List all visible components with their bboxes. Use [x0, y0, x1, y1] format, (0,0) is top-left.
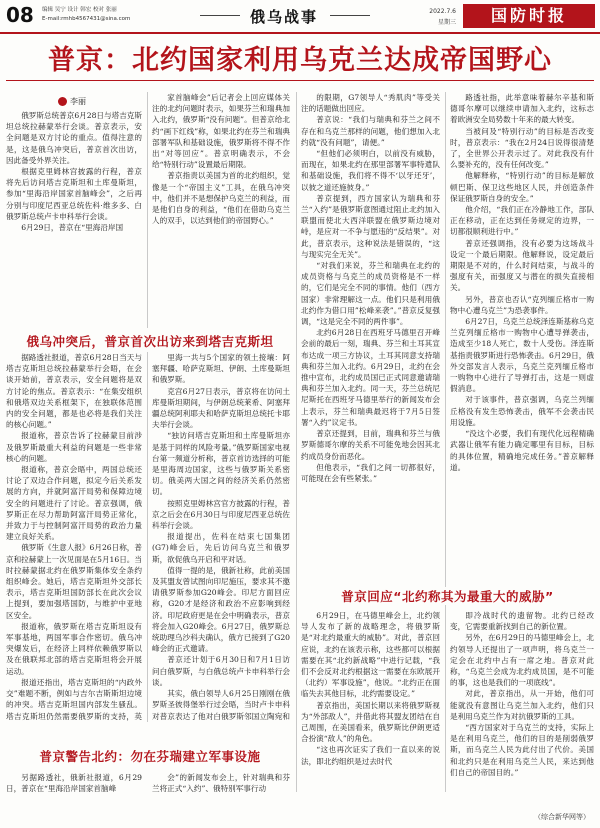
- newspaper-logo: 国防时报: [463, 4, 595, 28]
- paragraph: 普京指出，美国长期以来将俄罗斯视为“外部敌人”，并借此将其盟友团结在自己周围，在美国看来，俄罗斯比伊朗更适合扮演“敌人”的角色。: [301, 700, 440, 744]
- paragraph: 另据路透社，俄新社报道，6月29日，普京在“里海沿岸国家首脑峰: [6, 773, 142, 794]
- column-divider: [445, 92, 446, 792]
- paragraph: 普京还强调指，没有必要为这场战斗设定一个最后期限。他解释说，设定最后期限是不对的，什么时间结束，与战斗的强度有关，而强度又与潜在的损失直接相关。: [450, 238, 594, 293]
- article-headline: 普京：北约国家利用乌克兰达成帝国野心: [48, 45, 552, 76]
- article-column-4-bottom: [450, 610, 594, 806]
- article-column-1-mid: [6, 352, 142, 722]
- article-column-1: [6, 110, 142, 290]
- paragraph: “这也再次证实了我们一直以来的说法，即北约组织是过去时代: [301, 745, 440, 766]
- paragraph: 值得一提的是，俄新社称，此前美国及其盟友曾试图向印尼施压，要求其不邀请俄罗斯参加G20峰会。印尼方面回应称，G20才是经济和政治不应影响到经济。印尼政府更是在会中明确表示，普京将会加入G20峰会。6月27日，俄罗斯总统助理乌沙科夫确认，俄方已接到了G20峰会的正式邀请。: [152, 565, 290, 654]
- column-divider: [147, 92, 148, 328]
- paragraph: 会”的新闻发布会上，针对瑞典和芬兰将正式“入约”、俄特别军事行动: [152, 773, 290, 794]
- page-header: [0, 0, 600, 34]
- subheading-1: 俄乌冲突后，普京首次出访来到塔吉克斯坦: [6, 332, 294, 350]
- paragraph: 其实，俄白领导人6月25日刚刚在俄罗斯圣彼得堡举行过会晤，当时卢卡申科对普京表达了他对白俄罗斯邻国立陶宛和: [152, 689, 290, 721]
- article-column-3-bottom: [301, 610, 440, 815]
- paragraph: 普京还计划于6月30日和7月1日访问白俄罗斯，与白俄总统卢卡申科举行会谈。: [152, 655, 290, 687]
- paragraph: “对我们来说，芬兰和瑞典在北约的成员资格与乌克兰的成员资格是不一样的，它们是完全不同的事情。他们（西方国家）非常理解这一点。他们只是利用俄北约作为借口用”松峰来袭”。”普京反复强调，“这是完全不同的两件事”。: [301, 261, 440, 327]
- paragraph: 俄罗斯总统普京6月28日与塔吉克斯坦总统拉赫蒙举行会谈。普京表示，安全问题是双方讨论的重点。值得注意的是，这是俄乌冲突后，普京首次出访，因此备受外界关注。: [6, 111, 142, 165]
- paragraph: 俄罗斯《生意人报》6月26日称，普京和拉赫蒙上一次见面是在5月16日。当时拉赫蒙据北约在俄罗斯集体安全条约组织峰会。她后，塔吉克斯坦外交部长表示，塔吉克斯坦国防部长在此次会议上提到，要加强塔国防，与维护中亚地区安全。: [6, 543, 142, 620]
- paragraph: 的限期，G7领导人“秀肌肉”等受关注的话题做出回应。: [301, 93, 440, 114]
- subheading-2: 普京回应“北约称其为最重大的威胁”: [301, 587, 594, 605]
- author-byline: 李丽: [70, 97, 86, 106]
- article-column-3: [301, 92, 440, 580]
- paragraph: 6月29日，普京在“里海沿岸国: [21, 223, 124, 233]
- date-text: 2022.7.6: [429, 8, 456, 15]
- paragraph: 报道称，普京会晤中，两国总统还讨论了双边合作问题，拟定今后关系发展的方向，并就阿富汗局势和保障边境安全的问题进行了讨论。普京强调，俄罗斯正在尽力帮助阿富汗局势正常化，并致力于与控制阿富汗局势的政治力量建立良好关系。: [6, 465, 142, 542]
- issue-date: [420, 6, 456, 28]
- paragraph: 另外，在6月29日的马德里峰会上，北约领导人还提出了一项声明，将乌克兰一定会在北约中占有一席之地。普京对此称，“乌克兰会成为北约成员国，是不可能的事，这也是我们的一项底线”。: [450, 633, 594, 688]
- article-column-4: [450, 92, 594, 580]
- paragraph: 普京提到，西方国家认为瑞典和芬兰“入约”是俄罗斯意图通过阻止北约加入联盟而使北大西洋联盟在俄罗斯边境对峙，是应对一不争与愿违的“反结果”。对此，普京表示，这种说法是错误的，“这与现实完全无关”。: [301, 193, 440, 259]
- weekday-text: 星期三: [437, 19, 456, 26]
- paragraph: 据路透社报道，普京6月28日当天与塔吉克斯坦总统拉赫蒙举行会晤，在会谈开始前，普京表示，安全问题将是双方讨论的焦点。普京表示：“在集安组织和俄塔双边关系框架下，在独联体范围内的安全问题，都是也必将是我们关注的核心问题。”: [6, 353, 142, 430]
- paragraph: 报道称，普京告诉了拉赫蒙目前涉及俄罗斯最重大利益的问题是一些非常核心的问题。: [6, 431, 142, 463]
- paragraph: “独访问塔吉克斯坦和土库曼斯坦亦是基于同样的风险考量。”俄罗斯国家电视台第一频道分析称，普京首访选择的可能是里海周边国家，这些与俄罗斯关系密切。俄美两大国之间的经济关系仍然密切。: [152, 431, 290, 497]
- section-rule-right: [330, 15, 370, 16]
- source-credit: （综合新华网等）: [534, 813, 590, 821]
- column-divider: [296, 92, 297, 792]
- section-title: 俄乌战事: [250, 8, 319, 26]
- paragraph: 对此，普京指出，从一开始，他们可能就没有意图让乌克兰加入北约，他们只是利用乌克兰作为对抗俄罗斯的工具。: [450, 689, 594, 721]
- article-column-2-bottom: [152, 772, 290, 822]
- column-divider: [147, 352, 148, 722]
- section-rule-left: [200, 15, 240, 16]
- paragraph: 当被问及“特别行动”的目标是否改变时，普京表示：“我在2月24日说得很清楚了，全世界公开表示过了。对此我没有什么要补充的，没有任何改变。”: [450, 126, 594, 170]
- paragraph: “但他们必须明白，以前没有威胁，而现在，如果北约在那里部署军事特遣队和基础设施，我们将不得不‘以牙还牙’，以彼之道还施彼身。”: [301, 149, 440, 192]
- subheading-3: 普京警告北约：勿在芬瑞建立军事设施: [6, 747, 294, 765]
- paragraph: 路透社指，此举意味着赫尔辛基和斯德哥尔摩可以继续申请加入北约，这标志着欧洲安全局势数十年来的最大转变。: [450, 93, 594, 125]
- article-column-1-bottom: [6, 772, 142, 822]
- paragraph: 报道还指出，塔吉克斯坦的“内政外交”难题不断，例如与吉尔吉斯斯坦边境的冲突。塔吉克斯坦国内部发生骚乱。塔吉克斯坦仍然需要俄罗斯的支持，英: [6, 677, 142, 721]
- paragraph: 报道提出，佐科在结束七国集团(G7)峰会后，先后访问乌克兰和俄罗斯，欲促俄乌开启和平对话。: [152, 532, 290, 564]
- paragraph: 克宫6月27日表示，普京将在访问土库曼斯坦期间，与伊朗总统莱希、阿塞拜疆总统阿利耶夫和哈萨克斯坦总统托卡耶夫举行会谈。: [152, 386, 290, 430]
- paragraph: 另外，普京也否认“克列缅丘格市一购物中心遭乌克兰”为恐袭事件。: [450, 294, 594, 315]
- paragraph: “没这个必要，我们有现代化远程精确武器让俄军有能力确定哪里有目标，目标的具体位置，精确地完成任务。”普京解释道。: [450, 429, 594, 472]
- headline-rule: [6, 80, 594, 81]
- editor-line: 编辑 吴宁 设计 韩宏 校对 张丽: [42, 7, 117, 13]
- paragraph: 但他表示，“我们之间一切都很好，可能现在会有些紧张。”: [301, 462, 440, 483]
- paragraph: 6月29日，在马德里峰会上，北约领导人发布了新的战略理念，将俄罗斯是“对北约最重大的威胁”。对此，普京回应说，北约在该表示称，这些都可以根据需要在其“北约新战略”中进行记载，“我们不会反对北约根据这一需要在东欧展开（北约）军事设施”，他说。“北约正在面临失去其他目标，北约需要设定。”: [301, 611, 440, 699]
- paragraph: 普京还提到，目前，瑞典和芬兰与俄罗斯德哥尔摩的关系不可能免地会因其北约成员身份而恶化。: [301, 429, 440, 461]
- paragraph: 6月27日，乌克兰总统泽连斯基称乌克兰克列缅丘格市一购物中心遭导弹袭击，造成至少18人死亡，数十人受伤。泽连斯基指责俄罗斯进行恐怖袭击。6月29日，俄外交部发言人表示，乌克兰克列缅丘格市一购物中心进行了导弹打击，这是一则虚假消息。: [450, 317, 594, 394]
- paragraph: 对于该事件，普京强调，乌克兰列缅丘格没有发生恐怖袭击，俄军不会袭击民用设施。: [450, 395, 594, 427]
- paragraph: “西方国家对于乌克兰的支持，实际上是在利用乌克兰，他们的目的是削弱俄罗斯，而乌克兰人民为此付出了代价。美国和北约只是在利用乌克兰人民，来达到他们自己的帝国目的。”: [450, 723, 594, 777]
- page-number: 08: [6, 3, 34, 27]
- paragraph: 他介绍，“我们正在冷静地工作，部队正在移动，正在达到任务规定的边界，一切都很顺利进行中。”: [450, 205, 594, 237]
- paragraph: 即冷战时代的遗留物。北约已经改变，它需要重新找到自己的新位置。: [450, 611, 594, 632]
- paragraph: 里海一共与5个国家的领土接壤：阿塞拜疆、哈萨克斯坦、伊朗、土库曼斯坦和俄罗斯。: [152, 353, 290, 385]
- editorial-credits: [42, 6, 130, 24]
- paragraph: 按照克里姆林宫官方披露的行程，普京之后会在6月30日与印度尼西亚总统佐科举行会谈。: [152, 498, 290, 531]
- email-line: E-mail:rmhb4567431@sina.com: [42, 16, 131, 22]
- paragraph: 普京指责以美国为首的北约组织，觉像是一个“帝国主义”工具，在俄乌冲突中，他们并不是想保护乌克兰的利益，而是他们自身的利益，“他们在借助乌克兰人的双手，以达到他们的帝国野心。”: [152, 171, 290, 226]
- paragraph: 报道称，俄罗斯在塔吉克斯坦设有军事基地，两国军事合作密切。俄乌冲突爆发后，在经济上同样依赖俄罗斯以及在俄联邦北部的塔吉克斯坦将会开展运动。: [6, 621, 142, 676]
- paragraph: 普京说：“我们与瑞典和芬兰之间不存在和乌克兰那样的问题，他们想加入北约就“没有问题”，请便。”: [301, 115, 440, 147]
- article-column-2: [152, 92, 290, 328]
- paragraph: 家首脑峰会”后记者会上回应媒体关注的北约问题时表示，如果芬兰和瑞典加入北约，俄罗斯“没有问题”。但普京给北约“画下红线”称，如果北约在芬兰和瑞典部署军队和基础设施，俄罗斯将不得不作出“对等回应”。普京明确表示，不会给“特别行动”设置最后期限。: [152, 93, 290, 170]
- paragraph: 北约6月28日在西班牙马德里召开峰会前的最后一刻，瑞典、芬兰和土耳其宣布达成一项三方协议，土耳其同意支持瑞典和芬兰加入北约。6月29日，北约在会推中宣布，北约成员国已正式同意邀请瑞典和芬兰加入北约。同一天，芬兰总统尼尼斯托在西班牙马德里举行的新闻发布会上表示，芬兰和瑞典最迟将于7月5日签署“入约”议定书。: [301, 328, 440, 427]
- article-column-2-mid: [152, 352, 290, 722]
- author-icon: [58, 97, 67, 106]
- paragraph: 他解释称，“特别行动”的目标是解放顿巴斯、保卫这些地区人民，并创造条件保证俄罗斯自身的安全。”: [450, 171, 594, 203]
- paragraph: 根据克里姆林宫披露的行程，普京将先后访问塔吉克斯坦和土库曼斯坦，参加“里海沿岸国家首脑峰会”，之后再分别与印度尼西亚总统佐科·维多多、白俄罗斯总统卢卡申科举行会谈。: [6, 167, 142, 221]
